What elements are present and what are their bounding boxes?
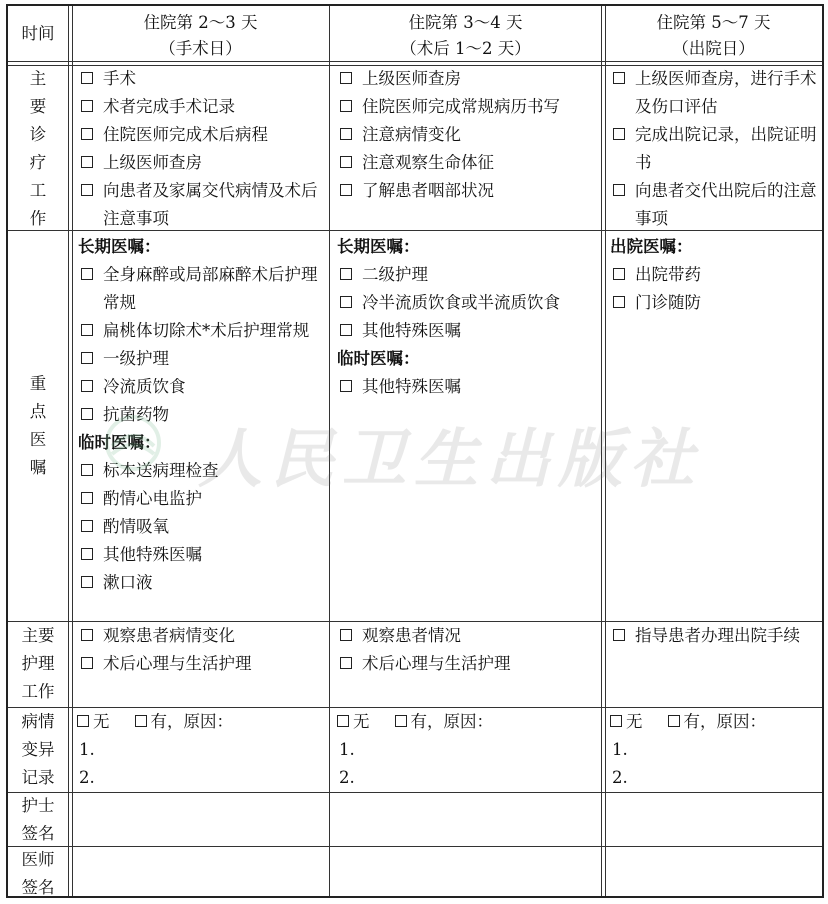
checklist-item[interactable] xyxy=(337,121,599,149)
option-none[interactable] xyxy=(607,708,643,736)
checklist-item[interactable] xyxy=(78,622,328,650)
checkbox[interactable] xyxy=(135,715,147,727)
nursing-label xyxy=(8,622,68,706)
label-char: 疗 xyxy=(29,153,47,172)
label-line: 病情 xyxy=(21,712,55,731)
checkbox[interactable] xyxy=(81,657,93,669)
item-text: 指导患者办理出院手续 xyxy=(635,626,800,645)
item-text: 全身麻醉或局部麻醉术后护理常规 xyxy=(103,265,318,312)
checklist-item[interactable] xyxy=(610,289,821,317)
checkbox[interactable] xyxy=(340,380,352,392)
label-char: 重 xyxy=(29,374,47,393)
label-char: 作 xyxy=(29,209,47,228)
checklist-item[interactable] xyxy=(337,317,599,345)
item-text: 门诊随防 xyxy=(635,293,701,312)
checkbox[interactable] xyxy=(81,72,93,84)
main-work-label xyxy=(8,65,68,230)
item-text: 其他特殊医嘱 xyxy=(103,545,202,564)
checkbox[interactable] xyxy=(81,520,93,532)
checkbox[interactable] xyxy=(77,715,89,727)
header-day-3-4-line2: （术后 1～2 天） xyxy=(400,39,531,58)
reason-line-1[interactable]: 1. xyxy=(612,740,628,759)
item-text: 住院医师完成术后病程 xyxy=(103,125,268,144)
checkbox[interactable] xyxy=(340,184,352,196)
checklist-item[interactable] xyxy=(337,177,599,205)
checklist-item[interactable] xyxy=(78,457,328,485)
option-text: 有，原因： xyxy=(410,712,493,731)
item-text: 其他特殊医嘱 xyxy=(362,377,461,396)
label-char: 诊 xyxy=(29,125,47,144)
checklist-item[interactable] xyxy=(78,373,328,401)
nurse-sign-col2[interactable] xyxy=(330,793,601,846)
item-text: 注意观察生命体征 xyxy=(362,153,494,172)
item-text: 出院带药 xyxy=(635,265,701,284)
label-line: 护士 xyxy=(21,796,55,815)
long-term-orders-title: 长期医嘱： xyxy=(78,237,161,256)
col-divider xyxy=(329,6,330,896)
option-none[interactable] xyxy=(74,708,110,736)
checklist-item[interactable] xyxy=(78,261,328,317)
item-text: 冷半流质饮食或半流质饮食 xyxy=(362,293,560,312)
nursing-col2 xyxy=(337,622,599,678)
item-text: 术后心理与生活护理 xyxy=(362,654,511,673)
checkbox[interactable] xyxy=(81,548,93,560)
checkbox[interactable] xyxy=(613,268,625,280)
long-term-orders-title: 长期医嘱： xyxy=(337,237,420,256)
checkbox[interactable] xyxy=(81,380,93,392)
checklist-item[interactable] xyxy=(78,650,328,678)
checkbox[interactable] xyxy=(340,128,352,140)
checkbox[interactable] xyxy=(613,296,625,308)
nursing-col1 xyxy=(78,622,328,678)
item-text: 酌情吸氧 xyxy=(103,517,169,536)
checkbox[interactable] xyxy=(81,352,93,364)
label-line: 签名 xyxy=(21,824,55,843)
checklist-item[interactable] xyxy=(610,177,821,233)
option-text: 无 xyxy=(353,712,370,731)
label-line: 记录 xyxy=(21,768,55,787)
checkbox[interactable] xyxy=(340,100,352,112)
nurse-sign-label xyxy=(8,792,68,848)
orders-col3 xyxy=(610,233,821,317)
option-text: 有，原因： xyxy=(150,712,233,731)
header-day-2-3-line1: 住院第 2～3 天 xyxy=(143,13,258,32)
reason-line-2[interactable]: 2. xyxy=(612,768,628,787)
variation-col1 xyxy=(74,708,328,792)
checkbox[interactable] xyxy=(81,464,93,476)
orders-label xyxy=(8,370,68,482)
label-line: 主要 xyxy=(21,626,55,645)
label-char: 主 xyxy=(29,69,47,88)
option-yes[interactable] xyxy=(132,708,234,736)
checkbox[interactable] xyxy=(395,715,407,727)
checkbox[interactable] xyxy=(340,629,352,641)
variation-col3 xyxy=(607,708,821,792)
label-line: 医师 xyxy=(21,850,55,869)
variation-options xyxy=(607,708,821,736)
option-text: 有，原因： xyxy=(683,712,766,731)
checklist-item[interactable] xyxy=(78,317,328,345)
checkbox[interactable] xyxy=(613,629,625,641)
checkbox[interactable] xyxy=(340,156,352,168)
label-line: 变异 xyxy=(21,740,55,759)
checkbox[interactable] xyxy=(81,629,93,641)
col-divider xyxy=(68,6,73,896)
checkbox[interactable] xyxy=(340,268,352,280)
item-text: 一级护理 xyxy=(103,349,169,368)
checklist-item[interactable] xyxy=(337,650,599,678)
checklist-item[interactable] xyxy=(78,541,328,569)
option-text: 无 xyxy=(626,712,643,731)
checklist-item[interactable] xyxy=(78,177,328,233)
checkbox[interactable] xyxy=(340,296,352,308)
option-text: 无 xyxy=(93,712,110,731)
doctor-sign-label xyxy=(8,846,68,902)
label-char: 要 xyxy=(29,97,47,116)
header-day-5-7-line2: （出院日） xyxy=(672,39,755,58)
item-text: 观察患者情况 xyxy=(362,626,461,645)
item-text: 了解患者咽部状况 xyxy=(362,181,494,200)
item-text: 术后心理与生活护理 xyxy=(103,654,252,673)
reason-line-2[interactable]: 2. xyxy=(79,768,95,787)
item-text: 上级医师查房 xyxy=(103,153,202,172)
item-text: 观察患者病情变化 xyxy=(103,626,235,645)
variation-col2 xyxy=(334,708,599,792)
header-day-2-3-line2: （手术日） xyxy=(159,39,242,58)
item-text: 住院医师完成常规病历书写 xyxy=(362,97,560,116)
checkbox[interactable] xyxy=(613,184,625,196)
header-day-5-7 xyxy=(605,6,822,61)
item-text: 上级医师查房，进行手术及伤口评估 xyxy=(635,69,817,116)
variation-label xyxy=(8,708,68,792)
checkbox[interactable] xyxy=(81,268,93,280)
checkbox[interactable] xyxy=(81,128,93,140)
checkbox[interactable] xyxy=(81,100,93,112)
checklist-item[interactable] xyxy=(78,149,328,177)
item-text: 术者完成手术记录 xyxy=(103,97,235,116)
temporary-orders-title: 临时医嘱： xyxy=(78,433,161,452)
checklist-item[interactable] xyxy=(78,345,328,373)
col-divider xyxy=(601,6,606,896)
label-line: 护理 xyxy=(21,654,55,673)
checklist-item[interactable] xyxy=(78,65,328,93)
checklist-item[interactable] xyxy=(78,121,328,149)
reason-line-1[interactable]: 1. xyxy=(79,740,95,759)
option-yes[interactable] xyxy=(392,708,494,736)
item-text: 完成出院记录，出院证明书 xyxy=(635,125,817,172)
checkbox[interactable] xyxy=(340,324,352,336)
checklist-item[interactable] xyxy=(337,149,599,177)
header-day-5-7-line1: 住院第 5～7 天 xyxy=(656,13,771,32)
checklist-item[interactable] xyxy=(337,622,599,650)
checklist-item[interactable] xyxy=(337,65,599,93)
item-text: 二级护理 xyxy=(362,265,428,284)
item-text: 注意病情变化 xyxy=(362,125,461,144)
checklist-item[interactable] xyxy=(337,93,599,121)
label-line: 工作 xyxy=(21,682,55,701)
checklist-item[interactable] xyxy=(78,513,328,541)
checklist-item[interactable] xyxy=(337,373,599,401)
checkbox[interactable] xyxy=(340,657,352,669)
clinical-pathway-table xyxy=(6,4,824,898)
variation-options xyxy=(74,708,328,736)
item-text: 漱口液 xyxy=(103,573,153,592)
item-text: 冷流质饮食 xyxy=(103,377,186,396)
main-work-col2 xyxy=(337,65,599,205)
checklist-item[interactable] xyxy=(78,93,328,121)
header-day-3-4-line1: 住院第 3～4 天 xyxy=(408,13,523,32)
checklist-item[interactable] xyxy=(610,261,821,289)
item-text: 上级医师查房 xyxy=(362,69,461,88)
label-line: 签名 xyxy=(21,878,55,897)
item-text: 其他特殊医嘱 xyxy=(362,321,461,340)
item-text: 向患者交代出院后的注意事项 xyxy=(635,181,817,228)
checkbox[interactable] xyxy=(613,72,625,84)
variation-options xyxy=(334,708,599,736)
checkbox[interactable] xyxy=(337,715,349,727)
checklist-item[interactable] xyxy=(610,65,821,121)
checkbox[interactable] xyxy=(613,128,625,140)
checklist-item[interactable] xyxy=(337,289,599,317)
reason-line-1[interactable]: 1. xyxy=(339,740,355,759)
label-char: 点 xyxy=(29,402,47,421)
reason-line-2[interactable]: 2. xyxy=(339,768,355,787)
item-text: 标本送病理检查 xyxy=(103,461,219,480)
label-char: 工 xyxy=(29,181,47,200)
doctor-sign-col2[interactable] xyxy=(330,847,601,896)
time-header: 时间 xyxy=(21,24,55,43)
temporary-orders-title: 临时医嘱： xyxy=(337,349,420,368)
item-text: 向患者及家属交代病情及术后注意事项 xyxy=(103,181,318,228)
discharge-orders-title: 出院医嘱： xyxy=(610,237,693,256)
header-day-3-4 xyxy=(330,6,601,61)
checklist-item[interactable] xyxy=(610,622,821,650)
watermark-text: 人民卫生出版社 xyxy=(198,422,702,497)
nursing-col3 xyxy=(610,622,821,650)
label-char: 嘱 xyxy=(29,458,47,477)
checkbox[interactable] xyxy=(340,72,352,84)
orders-col1 xyxy=(78,233,328,597)
header-day-2-3 xyxy=(72,6,329,61)
nurse-sign-col1[interactable] xyxy=(72,793,329,846)
main-work-col3 xyxy=(610,65,821,233)
checklist-item[interactable] xyxy=(337,261,599,289)
item-text: 扁桃体切除术*术后护理常规 xyxy=(103,321,310,340)
orders-col2 xyxy=(337,233,599,401)
nurse-sign-col3[interactable] xyxy=(605,793,822,846)
doctor-sign-col3[interactable] xyxy=(605,847,822,896)
checkbox[interactable] xyxy=(610,715,622,727)
main-work-col1 xyxy=(78,65,328,233)
doctor-sign-col1[interactable] xyxy=(72,847,329,896)
checklist-item[interactable] xyxy=(78,401,328,429)
checkbox[interactable] xyxy=(81,576,93,588)
checkbox[interactable] xyxy=(81,408,93,420)
option-none[interactable] xyxy=(334,708,370,736)
checkbox[interactable] xyxy=(81,184,93,196)
checklist-item[interactable] xyxy=(610,121,821,177)
item-text: 手术 xyxy=(103,69,136,88)
checkbox[interactable] xyxy=(81,156,93,168)
checkbox[interactable] xyxy=(81,324,93,336)
checklist-item[interactable] xyxy=(78,569,328,597)
checkbox[interactable] xyxy=(668,715,680,727)
checklist-item[interactable] xyxy=(78,485,328,513)
item-text: 抗菌药物 xyxy=(103,405,169,424)
item-text: 酌情心电监护 xyxy=(103,489,202,508)
label-char: 医 xyxy=(29,430,47,449)
checkbox[interactable] xyxy=(81,492,93,504)
option-yes[interactable] xyxy=(665,708,767,736)
